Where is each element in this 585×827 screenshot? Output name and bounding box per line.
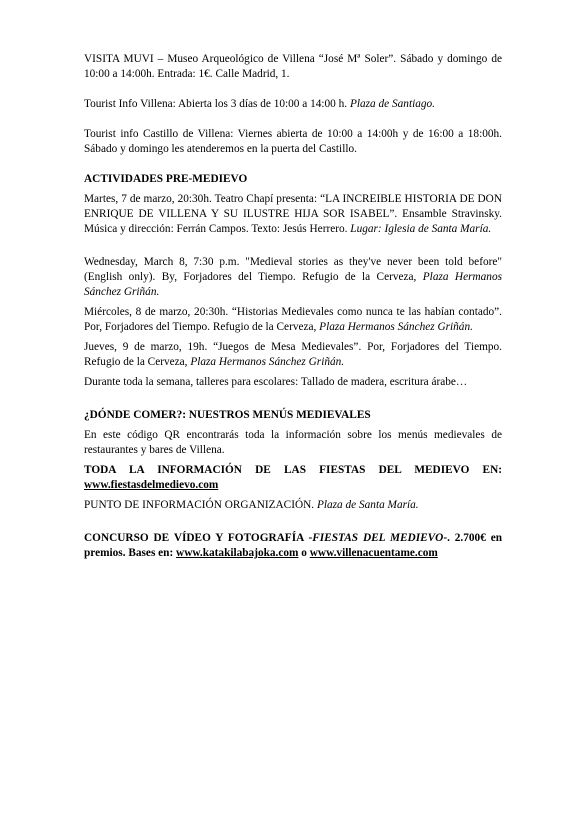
concurso-text: CONCURSO DE VÍDEO Y FOTOGRAFÍA -FIESTAS DEL MEDIEVO-. 2.700€ en premios. Bases en: www.katakilabajoka.com o www.villenacuentame.com bbox=[84, 532, 502, 559]
punto-informacion: PUNTO DE INFORMACIÓN ORGANIZACIÓN. Plaza de Santa María. bbox=[84, 499, 419, 511]
pre-medievo-heading: ACTIVIDADES PRE-MEDIEVO bbox=[84, 173, 248, 185]
pre-medievo-item-1: Martes, 7 de marzo, 20:30h. Teatro Chapí presenta: “LA INCREIBLE HISTORIA DE DON ENRIQUE DE VILLENA Y SU ILUSTRE HIJA SOR ISABEL”. Ensamble Stravinsky. Música y dirección: Ferrán Campos. Texto: Jesús Herrero. Lugar: Iglesia de Santa María. bbox=[84, 193, 502, 235]
pre-medievo-item-5: Durante toda la semana, talleres para escolares: Tallado de madera, escritura árabe… bbox=[84, 376, 468, 388]
fiestas-link[interactable]: www.fiestasdelmedievo.com bbox=[84, 479, 219, 491]
pre-medievo-item-3: Miércoles, 8 de marzo, 20:30h. “Historias Medievales como nunca te las habían contado”. Por, Forjadores del Tiempo. Refugio de la Cerveza, Plaza Hermanos Sánchez Griñán. bbox=[84, 306, 502, 333]
pre-medievo-item-4: Jueves, 9 de marzo, 19h. “Juegos de Mesa Medievales”. Por, Forjadores del Tiempo. Refugio de la Cerveza, Plaza Hermanos Sánchez Griñán. bbox=[84, 341, 502, 368]
tourist-info-place: Plaza de Santiago. bbox=[349, 98, 436, 110]
tourist-info-castillo: Tourist info Castillo de Villena: Viernes abierta de 10:00 a 14:00h y de 16:00 a 18:00h. Sábado y domingo les atenderemos en la puerta del Castillo. bbox=[84, 128, 502, 155]
tourist-info-villena: Tourist Info Villena: Abierta los 3 días de 10:00 a 14:00 h. Plaza de Santiago. bbox=[84, 98, 436, 110]
fiestas-info: TODA LA INFORMACIÓN DE LAS FIESTAS DEL MEDIEVO EN: www.fiestasdelmedievo.com bbox=[84, 464, 502, 491]
muvi-visit: VISITA MUVI – Museo Arqueológico de Villena “José Mª Soler”. Sábado y domingo de 10:00 a 14:00h. Entrada: 1€. Calle Madrid, 1. bbox=[84, 53, 502, 80]
comer-text: En este código QR encontrarás toda la información sobre los menús medievales de restaurantes y bares de Villena. bbox=[84, 429, 502, 456]
pre-medievo-item-2: Wednesday, March 8, 7:30 p.m. "Medieval stories as they've never been told before" (English only). By, Forjadores del Tiempo. Refugio de la Cerveza, Plaza Hermanos Sánchez Griñán. bbox=[84, 256, 502, 298]
villenacuentame-link[interactable]: www.villenacuentame.com bbox=[309, 547, 438, 559]
comer-heading: ¿DÓNDE COMER?: NUESTROS MENÚS MEDIEVALES bbox=[84, 409, 371, 421]
document-page bbox=[84, 52, 502, 561]
katakilabajoka-link[interactable]: www.katakilabajoka.com bbox=[176, 547, 299, 559]
